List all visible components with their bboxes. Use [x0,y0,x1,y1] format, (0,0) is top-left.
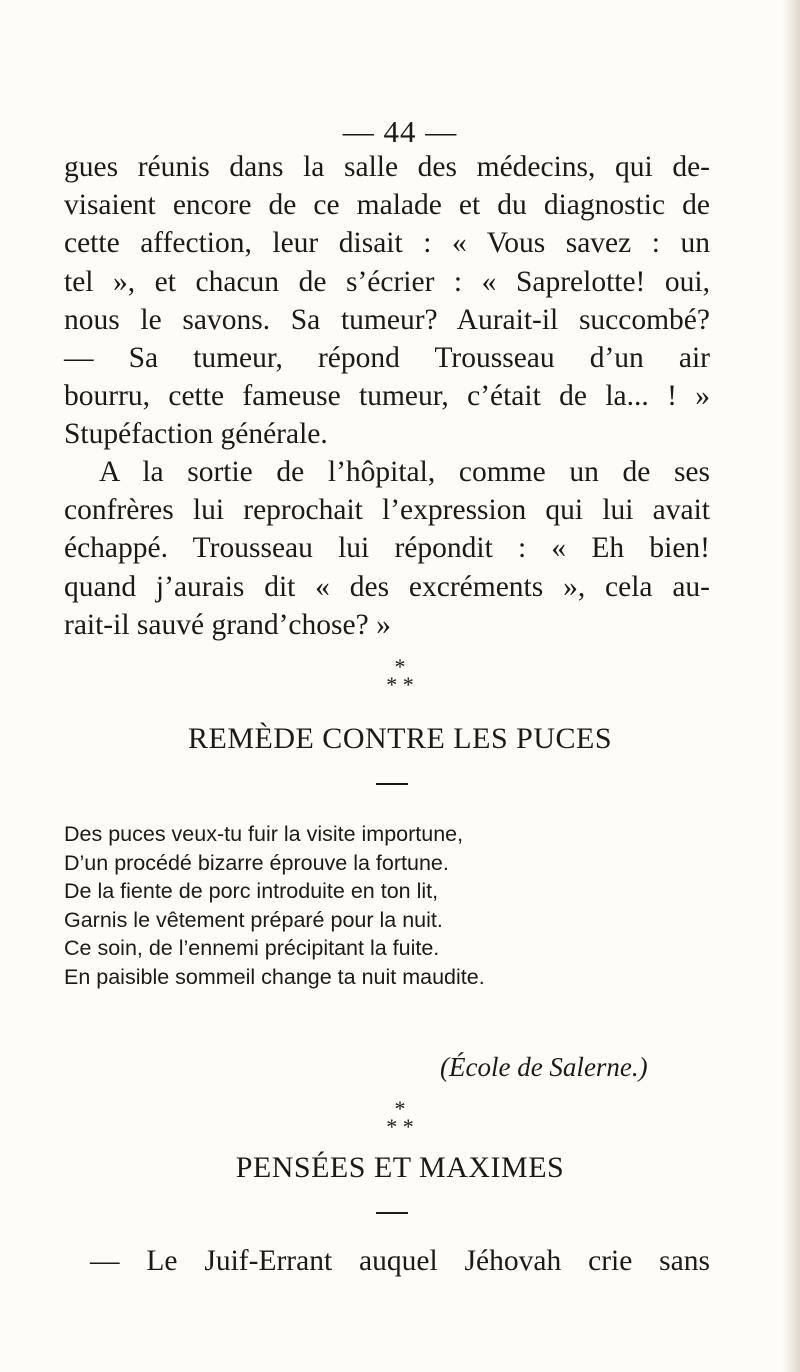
text-line: Stupéfaction générale. [64,418,328,451]
text-line: — Le Juif-Errant auquel Jéhovah crie sans [90,1245,710,1277]
text-line: tel », et chacun de s’écrier : « Saprelotte! oui, [64,265,710,298]
asterism-bottom: * * [386,672,414,697]
section-heading-remede: REMÈDE CONTRE LES PUCES [187,722,613,755]
poem-line: De la fiente de porc introduite en ton lit, [64,879,439,904]
attribution: (École de Salerne.) [440,1052,648,1082]
text-line: cette affection, leur disait : « Vous savez : un [64,227,710,260]
asterism-bottom: * * [386,1114,414,1139]
asterism-top: * [394,1096,406,1121]
paragraph-1 [64,148,710,454]
text-line: A la sortie de l’hôpital, comme un de ses [99,456,710,488]
text-line: rait-il sauvé grand’chose? » [64,608,391,641]
poem-line: Des puces veux-tu fuir la visite importune, [64,822,464,846]
poem [64,820,724,992]
text-line: échappé. Trousseau lui répondit : « Eh bien! [64,532,710,565]
poem-line: Ce soin, de l’ennemi précipitant la fuite. [64,936,440,961]
poem-line: Garnis le vêtement préparé pour la nuit. [64,907,443,932]
text-line: quand j’aurais dit « des excréments », cela au- [64,570,710,603]
poem-line: D’un procédé bizarre éprouve la fortune. [64,850,449,875]
heading-rule [376,783,408,785]
asterism-1 [0,654,800,697]
page-number: — 44 — [342,114,458,149]
text-line: confrères lui reprochait l’expression qui lui avait [64,494,710,527]
paragraph-2 [64,453,710,644]
text-line: nous le savons. Sa tumeur? Aurait-il succombé? [64,303,710,336]
text-line: visaient encore de ce malade et du diagnostic de [64,189,710,222]
text-line: bourru, cette fameuse tumeur, c’était de la... ! » [64,380,710,413]
text-line: — Sa tumeur, répond Trousseau d’un air [64,341,710,374]
heading-rule [376,1212,408,1214]
asterism-2 [0,1096,800,1139]
asterism-top: * [394,654,406,679]
text-line: gues réunis dans la salle des médecins, qui de- [64,151,710,183]
section-heading-pensees: PENSÉES ET MAXIMES [235,1151,565,1184]
poem-line: En paisible sommeil change ta nuit maudite. [64,964,485,989]
